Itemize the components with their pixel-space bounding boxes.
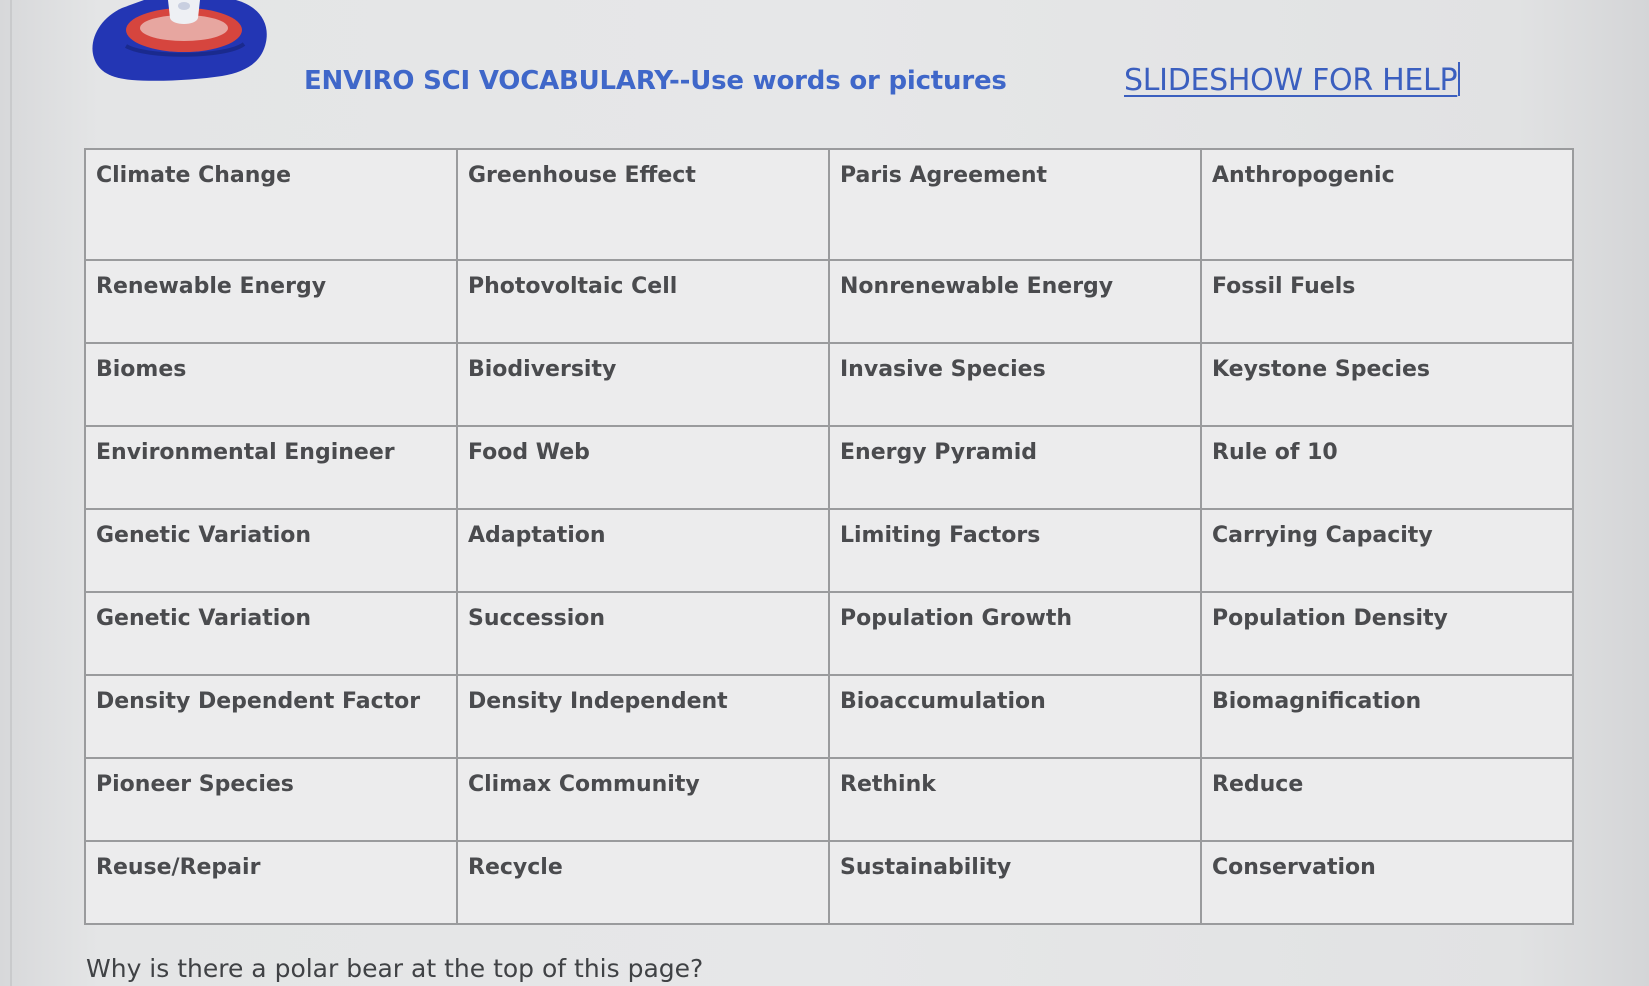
vocab-cell[interactable]: Reduce <box>1201 758 1573 841</box>
table-row <box>85 509 1573 592</box>
table-row <box>85 426 1573 509</box>
vocab-cell[interactable]: Reuse/Repair <box>85 841 457 924</box>
table-row <box>85 758 1573 841</box>
table-row <box>85 592 1573 675</box>
vocab-cell[interactable]: Recycle <box>457 841 829 924</box>
vocab-cell[interactable]: Photovoltaic Cell <box>457 260 829 343</box>
page-edge <box>10 0 12 986</box>
vocab-cell[interactable]: Limiting Factors <box>829 509 1201 592</box>
vocab-cell[interactable]: Biomes <box>85 343 457 426</box>
vocab-cell[interactable]: Keystone Species <box>1201 343 1573 426</box>
vocab-cell[interactable]: Density Dependent Factor <box>85 675 457 758</box>
table-row <box>85 675 1573 758</box>
page-title: ENVIRO SCI VOCABULARY--Use words or pictures <box>304 66 1007 96</box>
vocab-cell[interactable]: Pioneer Species <box>85 758 457 841</box>
vocabulary-table <box>84 148 1574 925</box>
vocab-cell[interactable]: Energy Pyramid <box>829 426 1201 509</box>
table-row <box>85 149 1573 260</box>
vocab-cell[interactable]: Renewable Energy <box>85 260 457 343</box>
table-row <box>85 841 1573 924</box>
vocab-cell[interactable]: Population Density <box>1201 592 1573 675</box>
vocab-cell[interactable]: Genetic Variation <box>85 509 457 592</box>
vocab-cell[interactable]: Rethink <box>829 758 1201 841</box>
table-row <box>85 260 1573 343</box>
vocab-cell[interactable]: Conservation <box>1201 841 1573 924</box>
vocab-cell[interactable]: Climax Community <box>457 758 829 841</box>
vocab-cell[interactable]: Bioaccumulation <box>829 675 1201 758</box>
table-row <box>85 343 1573 426</box>
vocab-cell[interactable]: Succession <box>457 592 829 675</box>
vocab-cell[interactable]: Greenhouse Effect <box>457 149 829 260</box>
vocab-cell[interactable]: Food Web <box>457 426 829 509</box>
vocab-cell[interactable]: Biomagnification <box>1201 675 1573 758</box>
vocab-cell[interactable]: Carrying Capacity <box>1201 509 1573 592</box>
vocab-cell[interactable]: Biodiversity <box>457 343 829 426</box>
vocab-cell[interactable]: Environmental Engineer <box>85 426 457 509</box>
footer-question: Why is there a polar bear at the top of this page? <box>86 954 704 983</box>
vocab-cell[interactable]: Climate Change <box>85 149 457 260</box>
vocab-cell[interactable]: Paris Agreement <box>829 149 1201 260</box>
slideshow-help-link[interactable]: SLIDESHOW FOR HELP <box>1124 62 1460 98</box>
vocab-cell[interactable]: Fossil Fuels <box>1201 260 1573 343</box>
vocab-cell[interactable]: Sustainability <box>829 841 1201 924</box>
polar-bear-logo-icon <box>86 0 268 82</box>
vocab-cell[interactable]: Rule of 10 <box>1201 426 1573 509</box>
vocab-cell[interactable]: Density Independent <box>457 675 829 758</box>
vocab-cell[interactable]: Invasive Species <box>829 343 1201 426</box>
vocab-cell[interactable]: Anthropogenic <box>1201 149 1573 260</box>
vocab-cell[interactable]: Adaptation <box>457 509 829 592</box>
vocab-cell[interactable]: Nonrenewable Energy <box>829 260 1201 343</box>
vocab-cell[interactable]: Population Growth <box>829 592 1201 675</box>
vocab-cell[interactable]: Genetic Variation <box>85 592 457 675</box>
